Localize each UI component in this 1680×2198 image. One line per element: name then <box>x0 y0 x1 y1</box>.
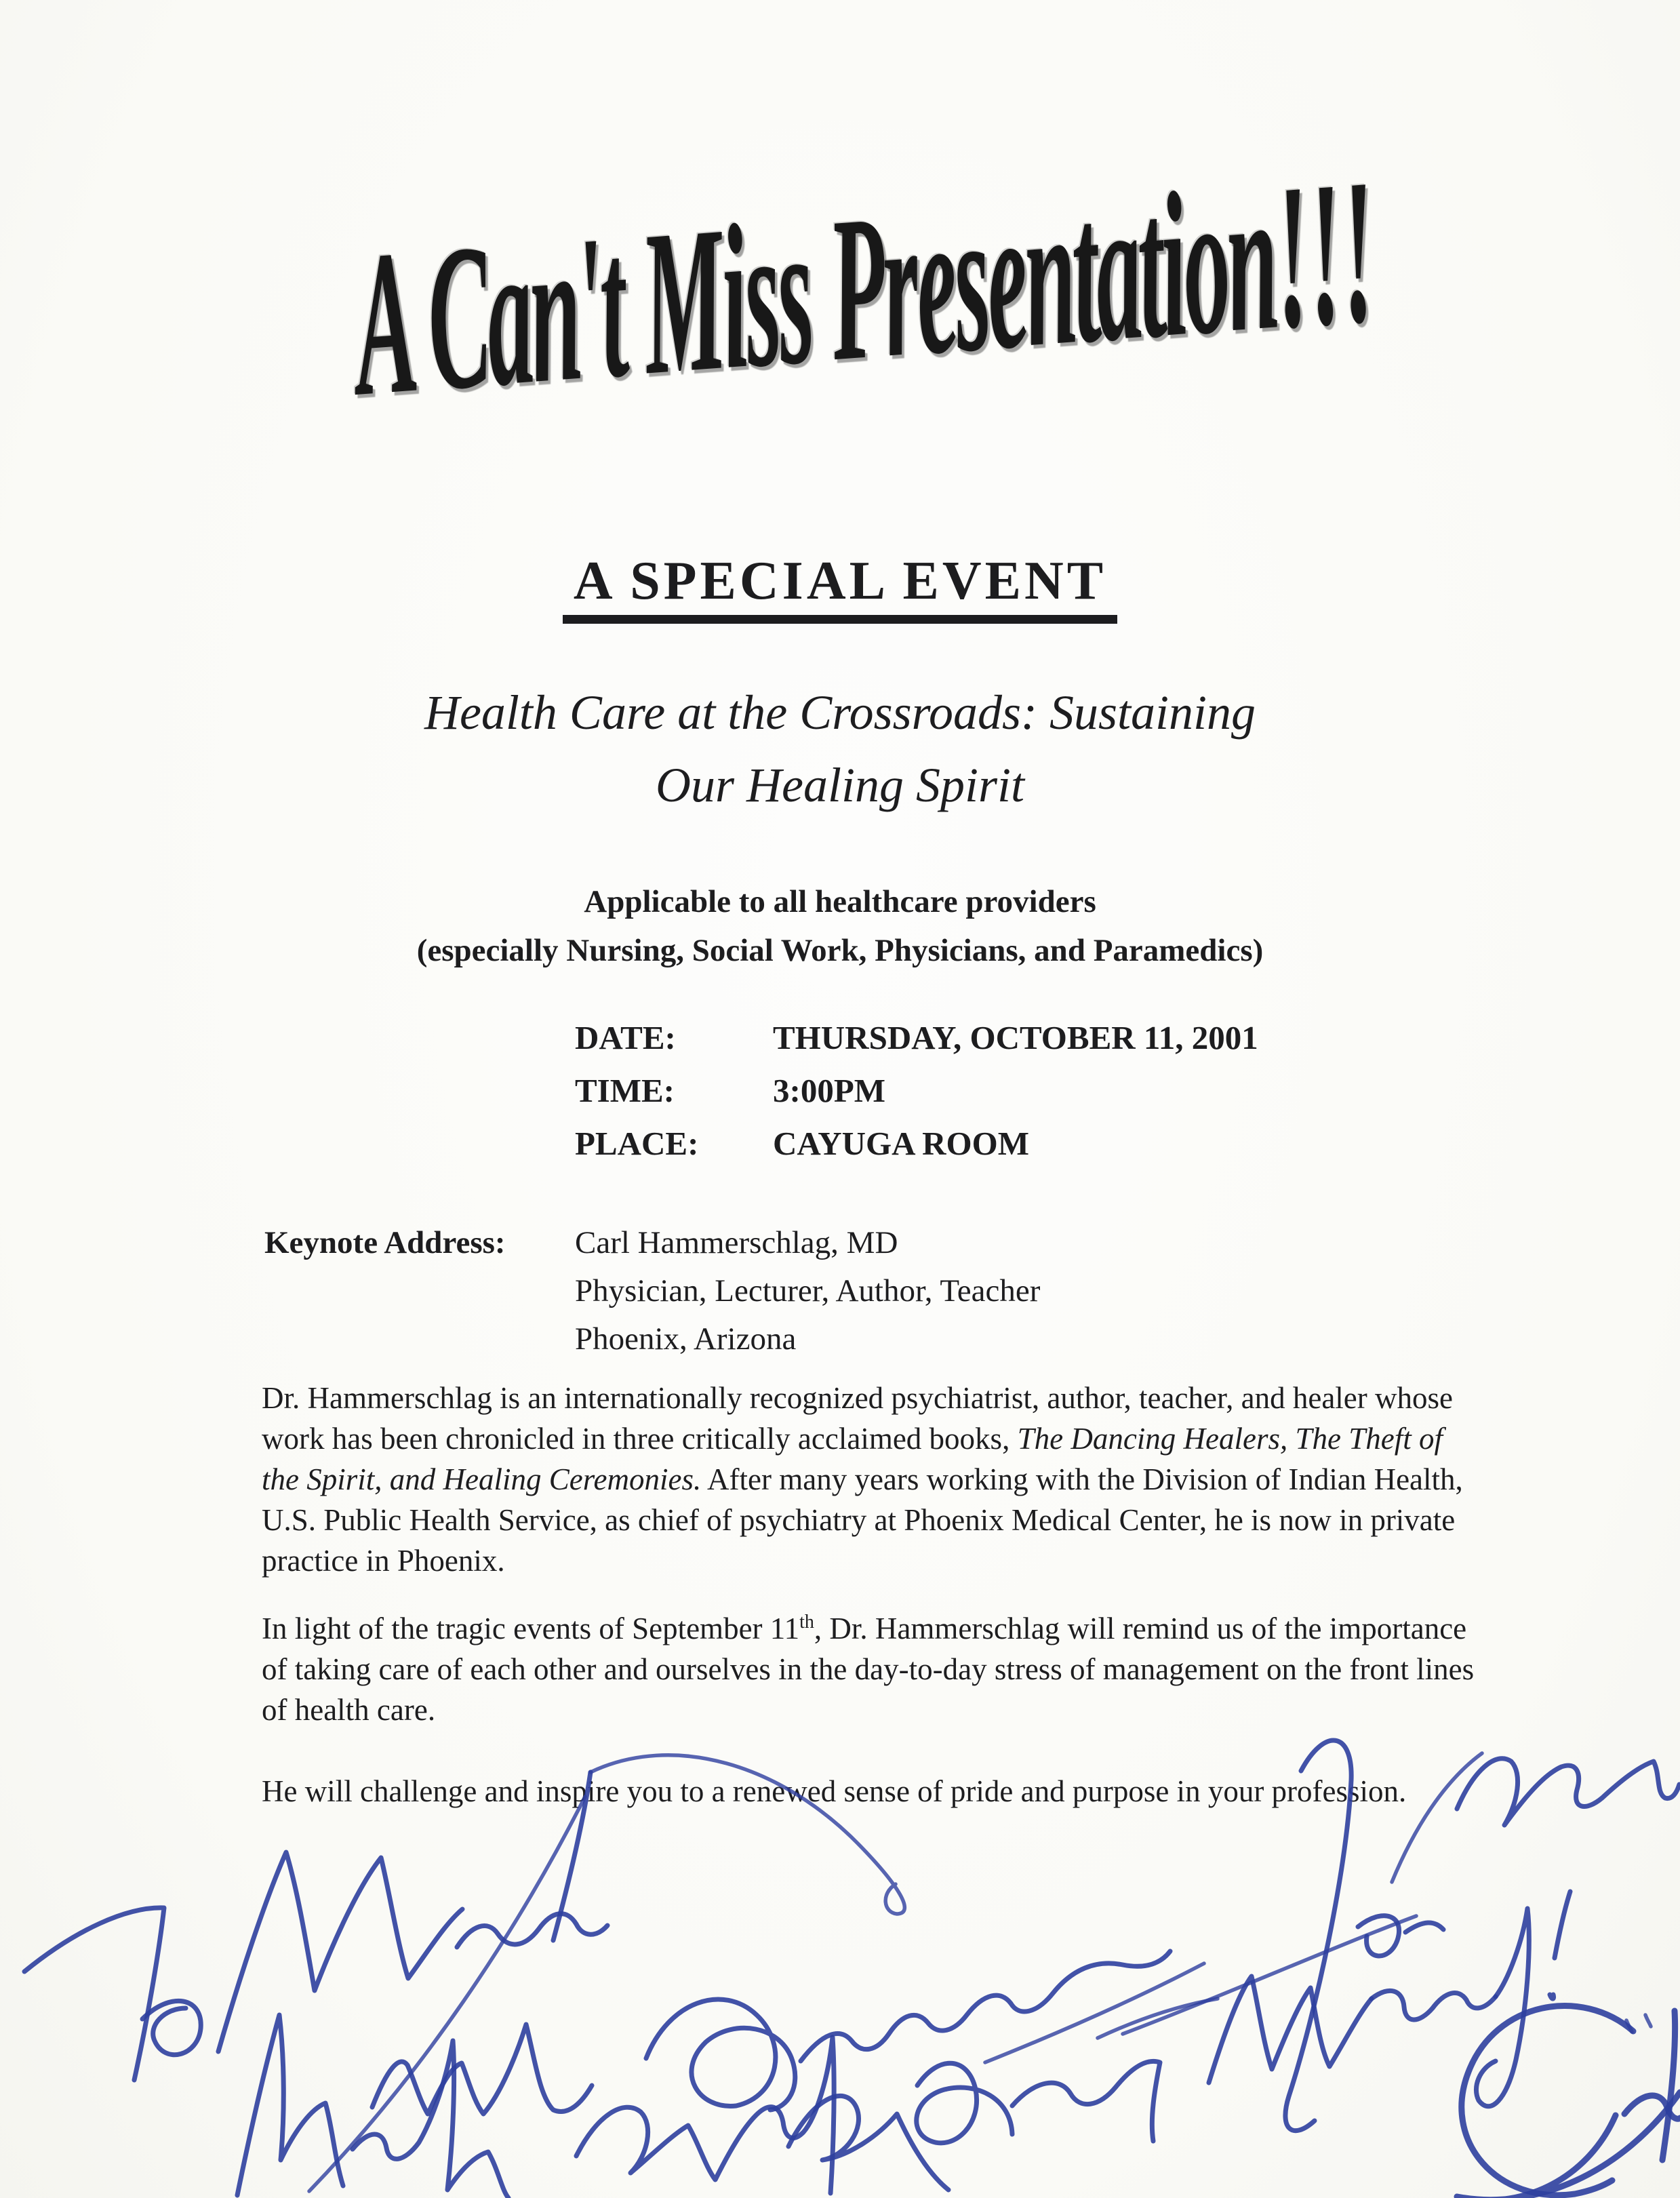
ink-stroke-to <box>24 1908 164 2080</box>
ink-stroke-carl-dot2 <box>1645 2015 1651 2026</box>
ink-stroke-support-tcross <box>1098 1999 1218 2038</box>
ink-stroke-for-r <box>1405 1923 1443 1932</box>
ink-stroke-support-su <box>788 2096 948 2190</box>
september11-paragraph <box>262 1608 1477 1730</box>
banner-title-text: A Can't Miss Presentation!!! <box>346 136 1382 440</box>
ink-stroke-your <box>1457 1759 1679 1825</box>
time-label: TIME: <box>575 1072 675 1109</box>
ink-stroke-carl-dot1 <box>1626 2020 1632 2032</box>
event-subtitle-line1: Health Care at the Crossroads: Sustaining <box>424 685 1256 740</box>
ink-stroke-support-pp <box>917 2063 1012 2143</box>
keynote-speaker <box>575 1219 1040 1363</box>
keynote-label: Keynote Address: <box>264 1225 506 1260</box>
ink-stroke-for-cross <box>1123 1916 1416 2034</box>
bio-book-titles: The Dancing Healers, The Theft of the Spirit, and Healing Ceremonies. <box>262 1422 1443 1496</box>
audience-note <box>0 877 1680 975</box>
bio-text-post: After many years working with the Division of Indian Health, U.S. Public Health Service, as chief of psychiatry at Phoenix Medical Center, he is now in private practice in Phoenix. <box>262 1462 1463 1578</box>
ink-stroke-with <box>372 2024 592 2114</box>
ink-stroke-appreciation-tcross <box>985 1963 1204 2062</box>
banner-title <box>0 136 1680 440</box>
sept11-text-pre: In light of the tragic events of September 11 <box>262 1612 800 1645</box>
ink-stroke-appreciation-trail <box>801 1951 1170 2061</box>
time-value: 3:00PM <box>773 1072 885 1109</box>
ink-stroke-appreciation-blob <box>646 1999 795 2110</box>
ink-stroke-for-o <box>1358 1916 1399 1956</box>
closing-paragraph: He will challenge and inspire you to a renewed sense of pride and purpose in your profession. <box>262 1774 1407 1808</box>
date-value: THURSDAY, OCTOBER 11, 2001 <box>773 1019 1258 1056</box>
event-subtitle <box>0 677 1680 822</box>
ink-stroke-to-o <box>142 2001 201 2054</box>
ink-stroke-and <box>576 2037 834 2193</box>
audience-line2: (especially Nursing, Social Work, Physicians, and Paramedics) <box>416 933 1264 968</box>
audience-line1: Applicable to all healthcare providers <box>584 884 1096 919</box>
ink-stroke-warmly-exclaim <box>1555 1892 1570 1958</box>
ink-stroke-warmly-exclaim-dot <box>1550 1995 1554 1999</box>
ink-stroke-carl-c <box>1462 2006 1633 2195</box>
ink-stroke-michael-m <box>218 1852 462 2052</box>
ink-stroke-carl-l <box>1662 2011 1675 2160</box>
ink-stroke-warmly-w <box>1209 1976 1372 2083</box>
ordinal-superscript: th <box>799 1612 814 1633</box>
ink-stroke-carl-ar <box>1624 2096 1680 2119</box>
ink-stroke-help-elp <box>353 2041 508 2198</box>
bio-paragraph <box>262 1378 1477 1581</box>
ink-stroke-warmly-ly <box>1476 1909 1529 2106</box>
ink-stroke-carl-underloop <box>1457 2092 1680 2198</box>
bio-text-pre: Dr. Hammerschlag is an internationally recognized psychiatrist, author, teacher, and healer whose work has been chronicled in three critically acclaimed books, <box>262 1381 1453 1456</box>
ink-stroke-help-h <box>237 2015 343 2195</box>
keynote-block <box>264 1219 1040 1363</box>
event-subtitle-line2: Our Healing Spirit <box>655 758 1024 812</box>
event-heading-text: A SPECIAL EVENT <box>563 551 1117 624</box>
sept11-text-post: , Dr. Hammerschlag will remind us of the importance of taking care of each other and ourselves in the day-to-day stress of management on the front lines of health care. <box>262 1612 1475 1727</box>
event-heading <box>0 551 1680 624</box>
ink-stroke-warmly-arm <box>1372 1991 1496 2020</box>
keynote-speaker-name: Carl Hammerschlag, MD <box>575 1225 898 1260</box>
date-label: DATE: <box>575 1019 676 1056</box>
ink-stroke-support-ort <box>1012 2061 1160 2141</box>
ink-stroke-michael-tail <box>309 1797 585 2191</box>
keynote-speaker-city: Phoenix, Arizona <box>575 1321 797 1357</box>
event-details <box>575 1012 1258 1170</box>
place-value: CAYUGA ROOM <box>773 1125 1029 1162</box>
keynote-speaker-roles: Physician, Lecturer, Author, Teacher <box>575 1273 1041 1308</box>
ink-stroke-michael-ichae <box>457 1914 607 1947</box>
place-label: PLACE: <box>575 1125 699 1162</box>
